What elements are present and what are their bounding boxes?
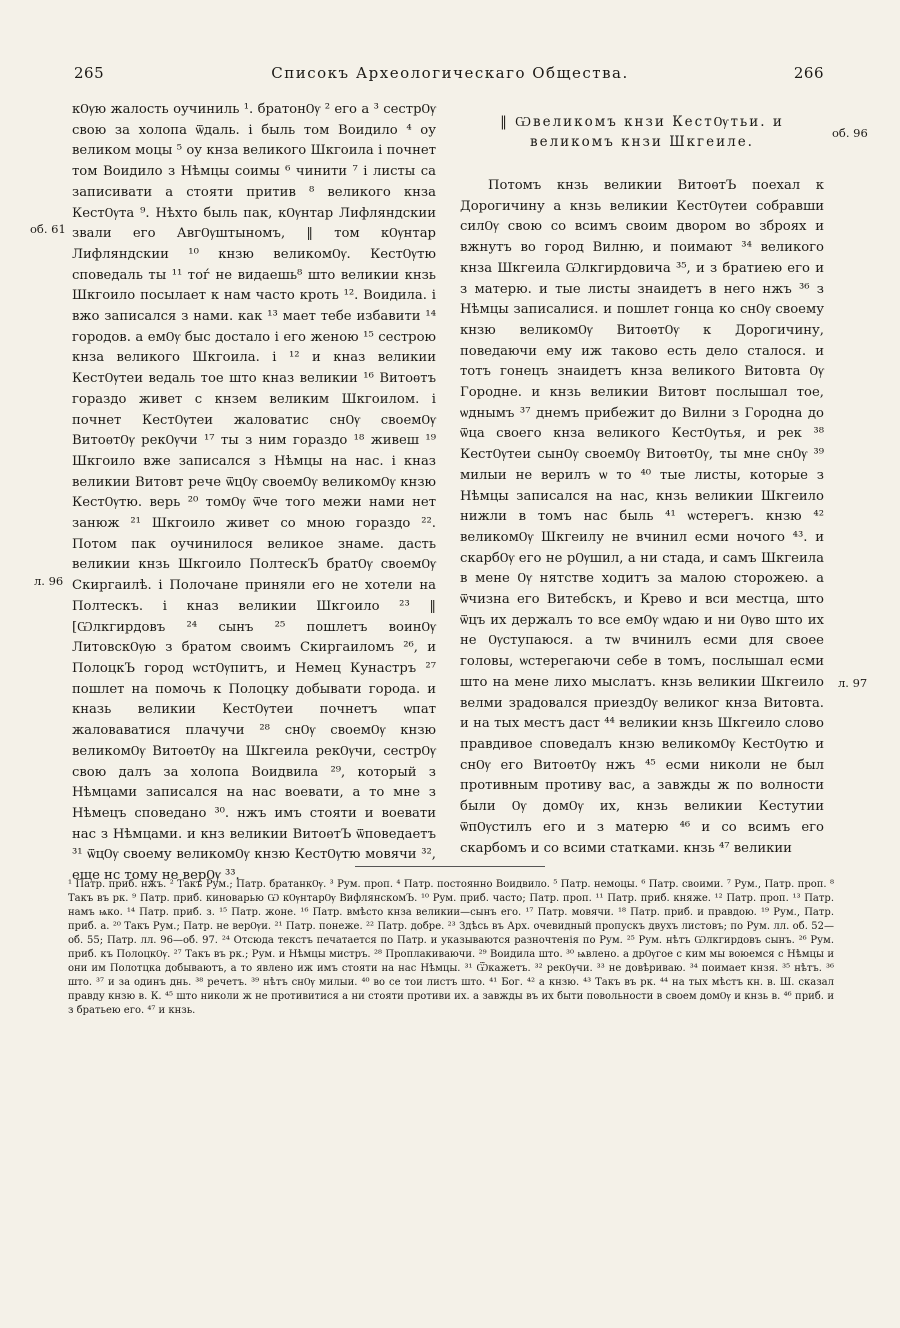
margin-folio-note: л. 96 xyxy=(34,574,64,588)
page-number-left: 265 xyxy=(74,64,105,82)
body-paragraph: кѸю жалость оучиниль ¹. братонѸ ² его а ³ сестрѸ свою за холопа ѿдаль. і быль том Воидило ⁴ оу великом моцы ⁵ оу кнза великого Шкгоила і почнет том Воидило з Нѣмцы соимы ⁶ чинити ⁷ і листы са записивати а стояти притив ⁸ великого кнза КестѸта ⁹. Нѣхто быль пак, кѸнтар Лифляндскии звали его АвгѸштыномъ, ‖ том кѸнтар Лифляндскии ¹⁰ кнзю великомѸ. КестѸтю споведаль ты ¹¹ тоѓ не видаешь⁸ што великии кнзь Шкгоило посылает к нам часто кроть ¹². Воидила. і вжо записался з нами. как ¹³ мает тебе избавити ¹⁴ городов. а емѸ быс достало і его женою ¹⁵ сестрою кнза великого Шкгоила. і ¹² и кназ великии КестѸтеи ведаль тое што кназ великии ¹⁶ Витоѳтъ гораздо живет с кнзем великим Шкгоилом. і почнет КестѸтеи жаловатис снѸ своемѸ ВитоѳтѸ рекѸчи ¹⁷ ты з ним гораздо ¹⁸ живеш ¹⁹ Шкгоило вже записался з Нѣмцы на нас. і кназ великии Витовт рече ѿцѸ своемѸ великомѸ кнзю КестѸтю. верь ²⁰ томѸ ѿче того межи нами нет занюж ²¹ Шкгоило живет со мною гораздо ²². Потом пак оучинилося великое знаме. дасть великии кнзь Шкгоило ПолтескЪ братѸ своемѸ Скиргаилѣ. і Полочане приняли его не хотели на Полтескъ. і кназ великии Шкгоило ²³ ‖ [Ѡлкгирдовъ ²⁴ сынъ ²⁵ пошлетъ воинѸ ЛитовскѸю з братом своимъ Скиргаиломъ ²⁶, и ПолоцкЪ город ѡстѸпитъ, и Немец Кунастръ ²⁷ пошлет на помочь к Полоцку добывати города. и кназь великии КестѸтеи почнетъ ѡпат жаловаватися плачучи ²⁸ снѸ своемѸ кнзю великомѸ ВитоѳтѸ на Шкгеила рекѸчи, сестрѸ свою далъ за холопа Воидвила ²⁹, который з Нѣмцами записался на нас воевати, а то мне з Нѣмецъ споведано ³⁰. нжъ имъ стояти и воевати нас з Нѣмцами. и кнз великии ВитоѳтЪ ѿповедаетъ ³¹ ѿцѸ своему великомѸ кнзю КестѸтю мовячи ³², еще нс тому не верѸ ³³. xyxy=(72,102,436,884)
page-number-right: 266 xyxy=(793,64,824,82)
margin-folio-note: об. 61 xyxy=(30,222,66,236)
footnotes xyxy=(68,878,834,1018)
chapter-heading: ‖ Ѡвеликомъ кнзи КестѸтьи. и великомъ кнзи Шкгеиле. xyxy=(500,114,784,150)
body-paragraph: Потомъ кнзь великии ВитоѳтЪ поехал к Дорогичину а кнзь великии КестѸтеи собравши силѸ свою со всимъ своим двором во зброях и вжнутъ во город Вилню, и поимают ³⁴ великого кнза Шкгеила Ѡлкгирдовича ³⁵, и з братиею его и з матерю. и тые листы знаидетъ в него нжъ ³⁶ з Нѣмцы записалися. и пошлет гонца ко снѸ своему кнзю великомѸ ВитоѳтѸ к Дорогичину, поведаючи ему иж таково есть дело сталося. и тотъ гонецъ знаидетъ кнза великого Витовта Ѹ Городне. и кнзь великии Витовт послышал тое, ѡднымъ ³⁷ днемъ прибежит до Вилни з Городна до ѿца своего кнза великого КестѸтья, и рек ³⁸ КестѸтеи сынѸ своемѸ ВитоѳтѸ, ты мне снѸ ³⁹ милыи не верилъ ѡ то ⁴⁰ тые листы, которые з Нѣмцы записался на нас, кнзь великии Шкгеило нижли в томъ нас быль ⁴¹ ѡстерегъ. кнзю ⁴² великомѸ Шкгеилу не вчинил есми ночого ⁴³. и скарбѸ его не рѸшил, а ни стада, и самъ Шкгеила в мене Ѹ нятстве ходитъ за малою сторожею. а ѿчизна его Витебскъ, и Крево и вси местца, што ѿцъ их держалъ то все емѸ ѡдаю и ни Ѹво што их не Ѹступаюся. а тѡ вчинилъ есми для своее головы, ѡстерегаючи себе в томъ, послышал есми што на мене лихо мыслатъ. кнзь великии Шкгеило велми зрадовался приездѸ великог кнза Витовта. и на тых местъ даст ⁴⁴ великии кнзь Шкгеило слово правдивое споведалъ кнзю великомѸ КестѸтю и снѸ его ВитоѳтѸ нжъ ⁴⁵ есми николи не был противным противу вас, а завжды ж по волности были Ѹ домѸ их, кнзь великии Кестутии ѿпѸстилъ его и з матерю ⁴⁶ и со всимъ его скарбомъ и со всими статками. кнзь ⁴⁷ великии xyxy=(460,178,824,856)
running-title: Списокъ Археологическаго Общества. xyxy=(271,64,629,82)
right-column-text xyxy=(460,100,824,856)
margin-folio-note: л. 97 xyxy=(838,676,868,690)
page-header xyxy=(68,64,832,86)
footnote-text: ¹ Патр. приб. нжъ. ² Такъ Рум.; Патр. братанкѸ. ³ Рум. проп. ⁴ Патр. постоянно Воидвило. ⁵ Патр. немоцы. ⁶ Патр. своими. ⁷ Рум., Патр. проп. ⁸ Такъ въ рк. ⁹ Патр. приб. киноварью Ѡ кѸнтарѸ ВифлянскомЪ. ¹⁰ Рум. приб. часто; Патр. проп. ¹¹ Патр. приб. княже. ¹² Патр. проп. ¹³ Патр. намъ ѩко. ¹⁴ Патр. приб. з. ¹⁵ Патр. жоне. ¹⁶ Патр. вмѣсто кнза великии—сынъ его. ¹⁷ Патр. мовячи. ¹⁸ Патр. приб. и правдою. ¹⁹ Рум., Патр. приб. а. ²⁰ Такъ Рум.; Патр. не верѸи. ²¹ Патр. понеже. ²² Патр. добре. ²³ Здѣсь въ Арх. очевидный пропускъ двухъ листовъ; по Рум. лл. об. 52—об. 55; Патр. лл. 96—об. 97. ²⁴ Отсюда текстъ печатается по Патр. и указываются разночтенія по Рум. ²⁵ Рум. нѣтъ Ѡлкгирдовъ сынъ. ²⁶ Рум. приб. къ ПолоцкѸ. ²⁷ Такъ въ рк.; Рум. и Нѣмцы мистръ. ²⁸ Проплакиваючи. ²⁹ Воидила што. ³⁰ ѩвлено. а дрѸгое с ким мы воюемся с Нѣмцы и они им Полотцка добываютъ, а то явлено иж имъ стояти на нас Нѣмцы. ³¹ Ѿкажетъ. ³² рекѸчи. ³³ не довѣриваю. ³⁴ поимает кнзя. ³⁵ нѣтъ. ³⁶ што. ³⁷ и за одинъ днь. ³⁸ речетъ. ³⁹ нѣтъ снѸ милыи. ⁴⁰ во се тои листъ што. ⁴¹ Бог. ⁴² а кнзю. ⁴³ Такъ въ рк. ⁴⁴ на тых мѣстъ кн. в. Ш. сказал правду кнзю в. К. ⁴⁵ што николи ж не противитися а ни стояти противи их. а завжды въ их быти повольности в своем домѸ и кнзь в. ⁴⁶ приб. и з братьею его. ⁴⁷ и кнзь. xyxy=(68,879,834,1016)
footnote-separator xyxy=(355,866,545,867)
left-column-text xyxy=(72,100,436,884)
margin-folio-note: об. 96 xyxy=(832,126,868,140)
